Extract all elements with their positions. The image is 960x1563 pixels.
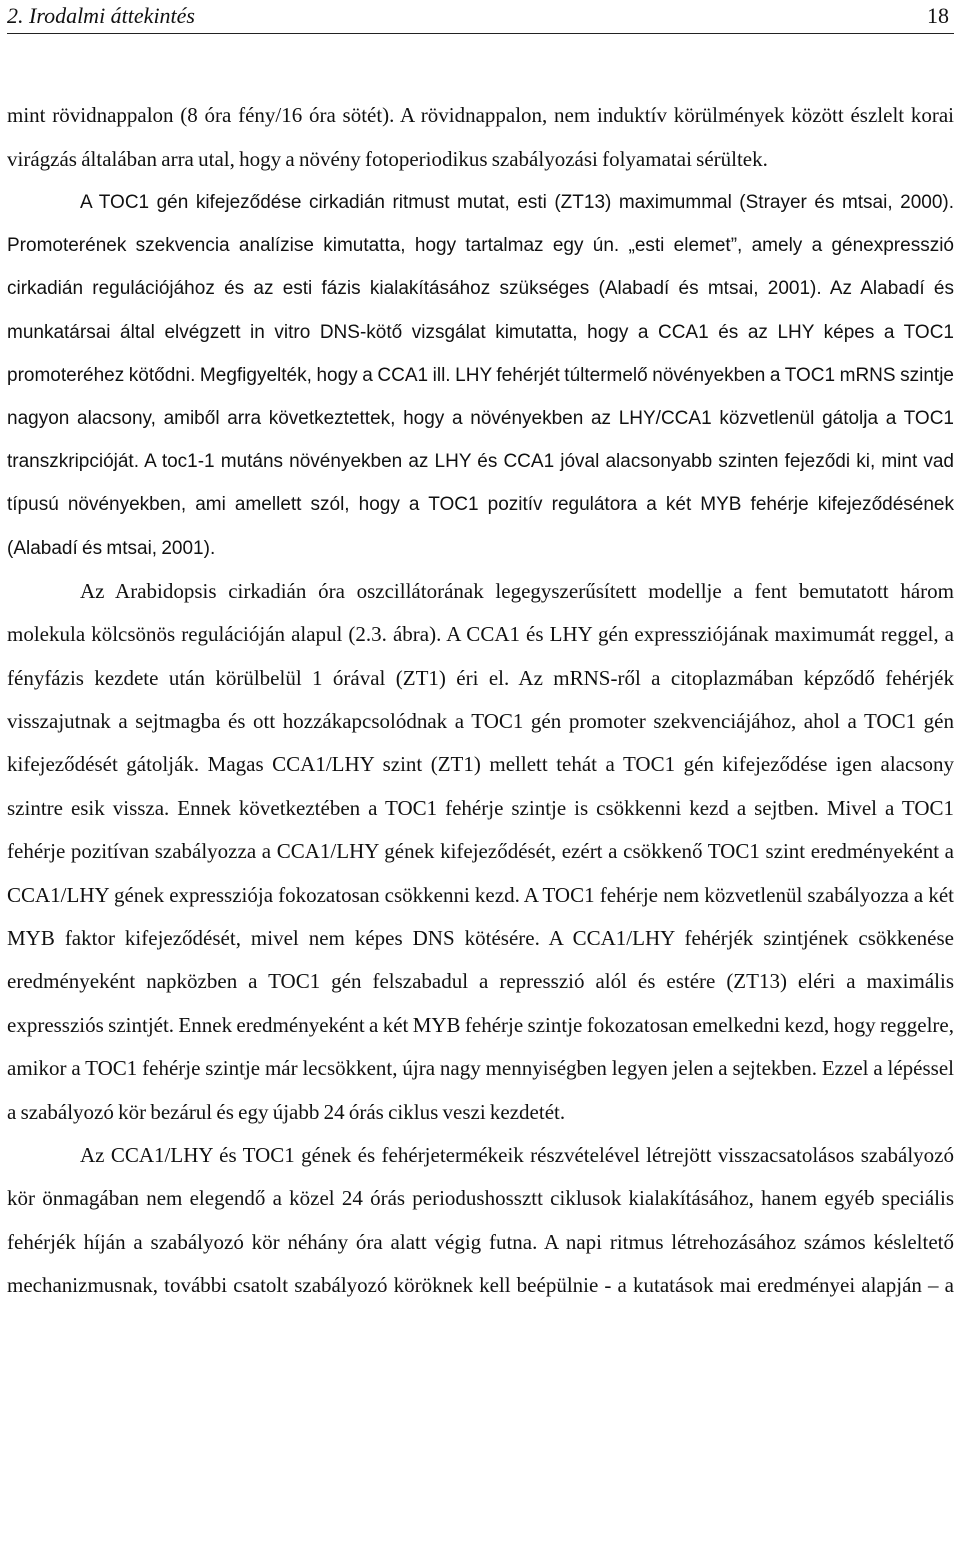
paragraph-2: A TOC1 gén kifejeződése cirkadián ritmust mutat, esti (ZT13) maximummal (Strayer és mtsai, 2000). Promoterének szekvencia analízise kimutatta, hogy tartalmaz egy ún. „esti elemet”, amely a génexpresszió cirkadián regulációjához és az esti fázis kialakításához szükséges (Alabadí és mtsai, 2001). Az Alabadí és munkatársai által elvégzett in vitro DNS-kötő vizsgálat kimutatta, hogy a CCA1 és az LHY képes a TOC1 promoteréhez kötődni. Megfigyelték, hogy a CCA1 ill. LHY fehérjét túltermelő növényekben a TOC1 mRNS szintje nagyon alacsony, amiből arra következtettek, hogy a növényekben az LHY/CCA1 közvetlenül gátolja a TOC1 transzkripcióját. A toc1-1 mutáns növényekben az LHY és CCA1 jóval alacsonyabb szinten fejeződi ki, mint vad típusú növényekben, ami amellett szól, hogy a TOC1 pozitív regulátora a két MYB fehérje kifejeződésének (Alabadí és mtsai, 2001).	[7, 192, 954, 559]
body-text	[7, 94, 954, 1307]
paragraph-4: Az CCA1/LHY és TOC1 gének és fehérjetermékeik részvételével létrejött visszacsatolásos szabályozó kör önmagában nem elegendő a közel 24 órás periodushossztt ciklusok kialakításához, hanem egyéb speciális fehérjék híján a szabályozó kör néhány óra alatt végig futna. A napi ritmus létrehozásához számos késleltető mechanizmusnak, további csatolt szabályozó köröknek kell beépülnie - a kutatások mai eredményei alapján – a	[7, 1143, 954, 1297]
running-header	[7, 0, 954, 34]
section-title: 2. Irodalmi áttekintés	[7, 3, 195, 28]
paragraph-1: mint rövidnappalon (8 óra fény/16 óra sötét). A rövidnappalon, nem induktív körülmények között észlelt korai virágzás általában arra utal, hogy a növény fotoperiodikus szabályozási folyamatai sérültek.	[7, 103, 954, 171]
page-number: 18	[927, 3, 949, 28]
paragraph-3: Az Arabidopsis cirkadián óra oszcillátorának legegyszerűsített modellje a fent bemutatott három molekula kölcsönös regulációján alapul (2.3. ábra). A CCA1 és LHY gén expressziójának maximumát reggel, a fényfázis kezdete után körülbelül 1 órával (ZT1) éri el. Az mRNS-ről a citoplazmában képződő fehérjék visszajutnak a sejtmagba és ott hozzákapcsolódnak a TOC1 gén promoter szekvenciájához, ahol a TOC1 gén kifejeződését gátolják. Magas CCA1/LHY szint (ZT1) mellett tehát a TOC1 gén kifejeződése igen alacsony szintre esik vissza. Ennek következtében a TOC1 fehérje szintje is csökkenni kezd a sejtben. Mivel a TOC1 fehérje pozitívan szabályozza a CCA1/LHY gének kifejeződését, ezért a csökkenő TOC1 szint eredményeként a CCA1/LHY gének expressziója fokozatosan csökkenni kezd. A TOC1 fehérje nem közvetlenül szabályozza a két MYB faktor kifejeződését, mivel nem képes DNS kötésére. A CCA1/LHY fehérjék szintjének csökkenése eredményeként napközben a TOC1 gén felszabadul a represszió alól és estére (ZT13) eléri a maximális expressziós szintjét. Ennek eredményeként a két MYB fehérje szintje fokozatosan emelkedni kezd, hogy reggelre, amikor a TOC1 fehérje szintje már lecsökkent, újra nagy mennyiségben legyen jelen a sejtekben. Ezzel a lépéssel a szabályozó kör bezárul és egy újabb 24 órás ciklus veszi kezdetét.	[7, 578, 954, 1124]
